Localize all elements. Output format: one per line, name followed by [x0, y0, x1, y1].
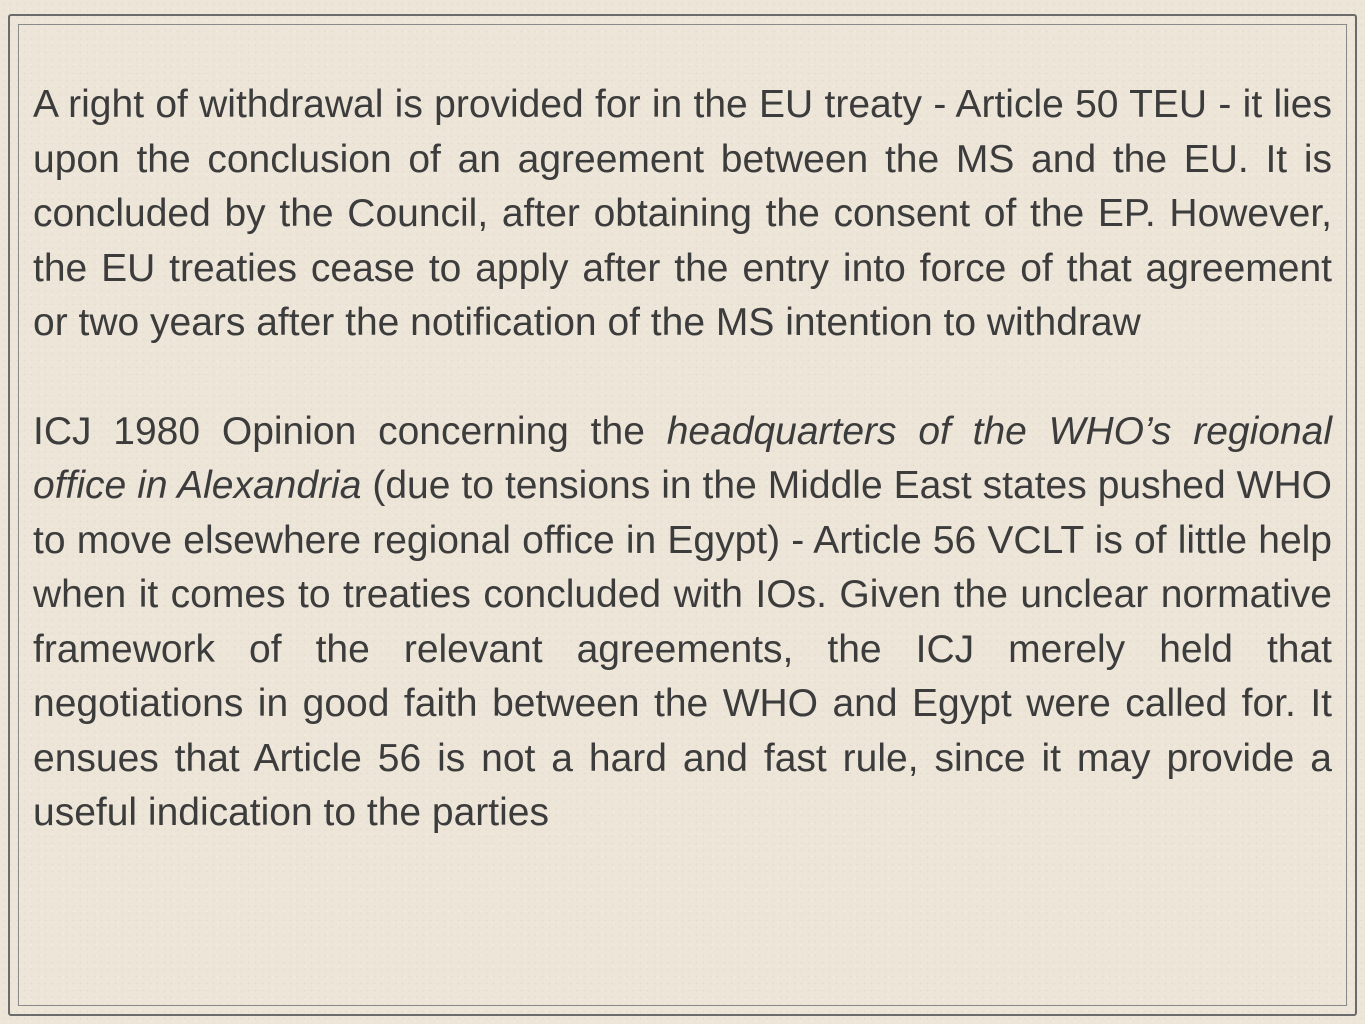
icj-opinion-lead: ICJ 1980 Opinion concerning the	[33, 409, 667, 453]
paragraph-withdrawal: A right of withdrawal is provided for in the EU treaty - Article 50 TEU - it lies upon the conclusion of an agreement between the MS and the EU. It is concluded by the Council, after obtaining the consent of the EP. However, the EU treaties cease to apply after the entry into force of that agreement or two years after the notification of the MS intention to withdraw	[33, 83, 1332, 344]
icj-case-name: headquarters of the WHO’s regional office in Alexandria	[33, 409, 1332, 507]
icj-opinion-rest: (due to tensions in the Middle East states pushed WHO to move elsewhere regional office in Egypt) - Article 56 VCLT is of little help when it comes to treaties concluded with IOs. Given the unclear normative framework of the relevant agreements, the ICJ merely held that negotiations in good faith between the WHO and Egypt were called for. It ensues that Article 56 is not a hard and fast rule, since it may provide a useful indication to the parties	[33, 464, 1332, 834]
slide-content	[33, 78, 1332, 841]
paragraph-icj-opinion	[33, 405, 1332, 841]
